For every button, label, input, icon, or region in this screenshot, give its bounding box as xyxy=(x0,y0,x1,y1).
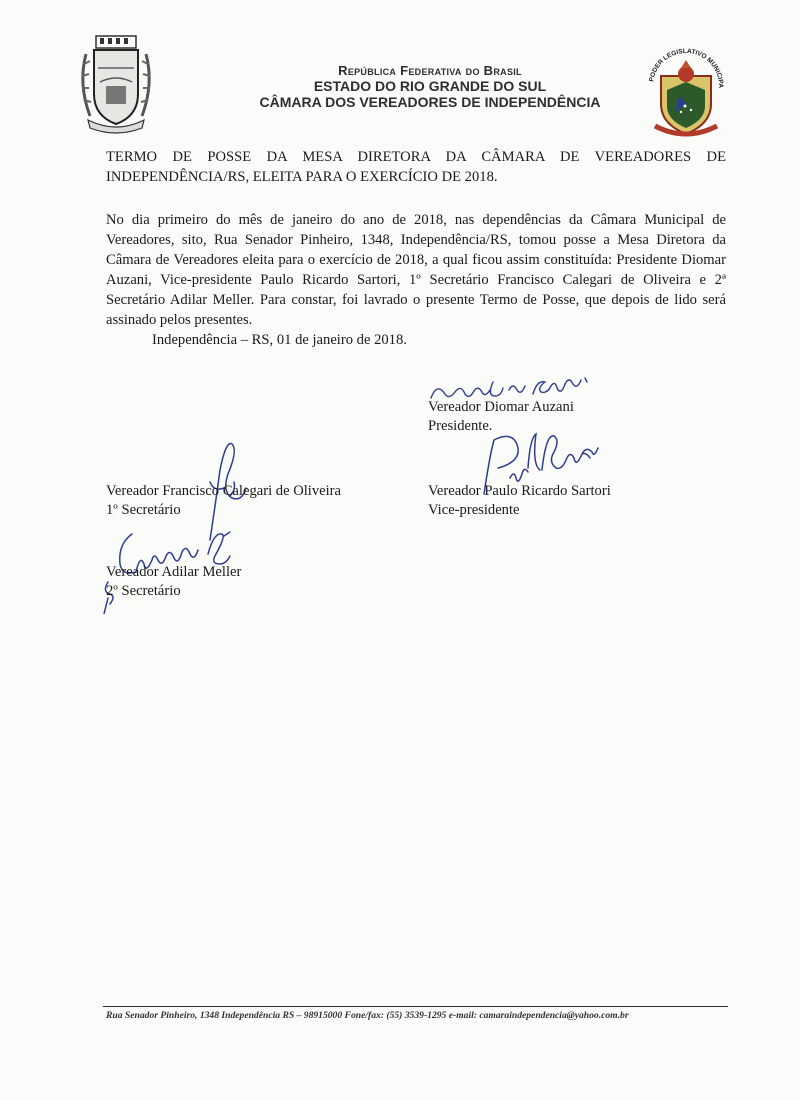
municipal-coat-of-arms-logo xyxy=(76,34,156,136)
vice-president-role: Vice-presidente xyxy=(428,502,520,518)
president-name: Vereador Diomar Auzani xyxy=(428,399,574,415)
header-state: ESTADO DO RIO GRANDE DO SUL xyxy=(313,78,547,94)
first-secretary-name: Vereador Francisco Calegari de Oliveira xyxy=(106,483,342,499)
second-secretary-name: Vereador Adilar Meller xyxy=(106,564,242,580)
document-title: TERMO DE POSSE DA MESA DIRETORA DA CÂMARA DE VEREADORES DE INDEPENDÊNCIA/RS, ELEITA PARA O EXERCÍCIO DE 2018. xyxy=(106,149,726,185)
crest-arc-text: PODER LEGISLATIVO MUNICIPA xyxy=(648,47,725,89)
footer-address: Rua Senador Pinheiro, 1348 Independência RS – 98915000 Fone/fax: (55) 3539-1295 e-mail: camaraindependencia@yahoo.com.br xyxy=(106,1010,629,1021)
header-chamber: CÂMARA DOS VEREADORES DE INDEPENDÊNCIA xyxy=(259,94,601,110)
body-paragraph: No dia primeiro do mês de janeiro do ano de 2018, nas dependências da Câmara Municipal de Vereadores, sito, Rua Senador Pinheiro, 1348, Independência/RS, tomou posse a Mesa Diretora da Câmara de Vereadores eleita para o exercício de 2018, a qual ficou assim constituída: Presidente Diomar Auzani, Vice-presidente Paulo Ricardo Sartori, 1º Secretário Francisco Calegari de Oliveira e 2ª Secretário Adilar Meller. Para constar, foi lavrado o presente Termo de Posse, que depois de lido será assinado pelos presentes. xyxy=(106,212,726,328)
footer-divider xyxy=(103,1006,728,1007)
legislative-crest-logo xyxy=(645,46,727,140)
header-republic: República Federativa do Brasil xyxy=(338,63,522,78)
dateline: Independência – RS, 01 de janeiro de 2018. xyxy=(152,332,407,348)
second-secretary-role: 2º Secretário xyxy=(106,583,181,599)
document-body xyxy=(106,210,726,330)
first-secretary-role: 1º Secretário xyxy=(106,502,181,518)
president-role: Presidente. xyxy=(428,418,493,434)
vice-president-name: Vereador Paulo Ricardo Sartori xyxy=(428,483,611,499)
